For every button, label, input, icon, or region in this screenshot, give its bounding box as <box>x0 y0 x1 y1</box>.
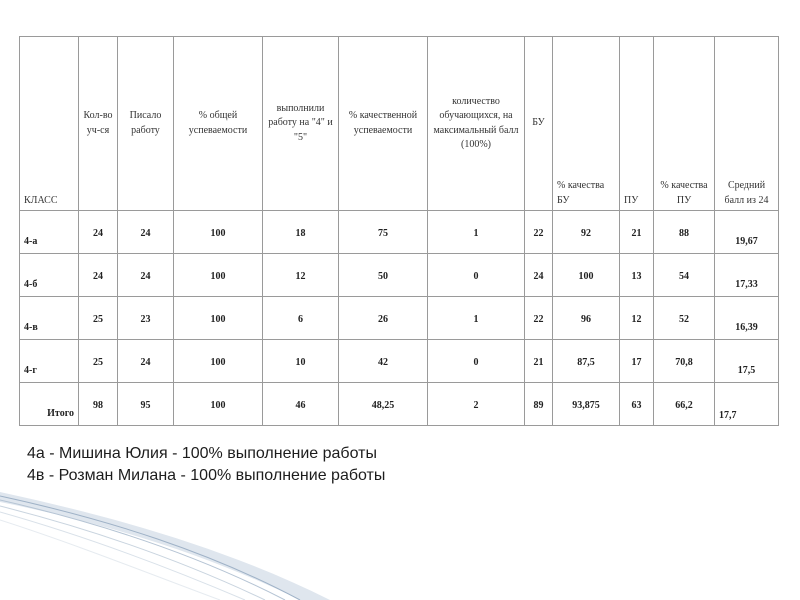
cell-average-score: 16,39 <box>715 297 779 340</box>
header-bu: БУ <box>525 37 553 211</box>
cell-grades-4-5: 10 <box>263 340 339 383</box>
cell-average-score: 17,5 <box>715 340 779 383</box>
cell-grades-4-5: 12 <box>263 254 339 297</box>
header-row <box>20 37 779 211</box>
cell-quality-bu: 87,5 <box>553 340 620 383</box>
note-line: 4в - Розман Милана - 100% выполнение работы <box>27 467 386 484</box>
cell-class: 4-в <box>20 297 79 340</box>
header-max-score-count: количество обучающихся, на максимальный балл (100%) <box>428 37 525 211</box>
cell-students-count: 25 <box>79 297 118 340</box>
cell-bu: 24 <box>525 254 553 297</box>
table-row <box>20 254 779 297</box>
cell-wrote-work: 95 <box>118 383 174 426</box>
cell-quality-bu: 92 <box>553 211 620 254</box>
cell-bu: 22 <box>525 211 553 254</box>
header-wrote-work: Писало работу <box>118 37 174 211</box>
table-row <box>20 211 779 254</box>
cell-max-score-count: 0 <box>428 254 525 297</box>
cell-quality-bu: 93,875 <box>553 383 620 426</box>
cell-grades-4-5: 6 <box>263 297 339 340</box>
cell-quality-success: 26 <box>339 297 428 340</box>
header-grades-4-5: выполнили работу на "4" и "5" <box>263 37 339 211</box>
cell-pu: 13 <box>620 254 654 297</box>
cell-overall-success: 100 <box>174 340 263 383</box>
table-row <box>20 340 779 383</box>
note-line: 4а - Мишина Юлия - 100% выполнение работы <box>27 445 377 462</box>
cell-quality-pu: 66,2 <box>654 383 715 426</box>
cell-average-score: 17,33 <box>715 254 779 297</box>
cell-quality-success: 48,25 <box>339 383 428 426</box>
cell-grades-4-5: 18 <box>263 211 339 254</box>
cell-quality-bu: 100 <box>553 254 620 297</box>
cell-class: 4-б <box>20 254 79 297</box>
cell-wrote-work: 24 <box>118 254 174 297</box>
table-row <box>20 297 779 340</box>
header-pu: ПУ <box>620 37 654 211</box>
header-average-score: Средний балл из 24 <box>715 37 779 211</box>
cell-max-score-count: 2 <box>428 383 525 426</box>
header-students-count: Кол-во уч-ся <box>79 37 118 211</box>
header-quality-pu: % качества ПУ <box>654 37 715 211</box>
cell-pu: 21 <box>620 211 654 254</box>
cell-overall-success: 100 <box>174 297 263 340</box>
cell-class: 4-а <box>20 211 79 254</box>
cell-students-count: 24 <box>79 254 118 297</box>
cell-quality-bu: 96 <box>553 297 620 340</box>
cell-pu: 12 <box>620 297 654 340</box>
cell-average-score: 17,7 <box>715 383 779 426</box>
header-quality-success: % качественной успеваемости <box>339 37 428 211</box>
notes <box>27 443 385 487</box>
header-quality-bu: % качества БУ <box>553 37 620 211</box>
header-overall-success: % общей успеваемости <box>174 37 263 211</box>
cell-wrote-work: 23 <box>118 297 174 340</box>
cell-quality-success: 42 <box>339 340 428 383</box>
cell-students-count: 25 <box>79 340 118 383</box>
cell-quality-pu: 52 <box>654 297 715 340</box>
cell-bu: 21 <box>525 340 553 383</box>
cell-overall-success: 100 <box>174 254 263 297</box>
cell-average-score: 19,67 <box>715 211 779 254</box>
cell-max-score-count: 1 <box>428 297 525 340</box>
cell-grades-4-5: 46 <box>263 383 339 426</box>
decorative-swoosh <box>0 490 800 600</box>
cell-bu: 89 <box>525 383 553 426</box>
cell-pu: 17 <box>620 340 654 383</box>
cell-class: 4-г <box>20 340 79 383</box>
cell-overall-success: 100 <box>174 383 263 426</box>
cell-students-count: 24 <box>79 211 118 254</box>
cell-bu: 22 <box>525 297 553 340</box>
cell-quality-pu: 88 <box>654 211 715 254</box>
cell-class: Итого <box>20 383 79 426</box>
cell-quality-pu: 70,8 <box>654 340 715 383</box>
table-row-total <box>20 383 779 426</box>
cell-quality-success: 75 <box>339 211 428 254</box>
cell-students-count: 98 <box>79 383 118 426</box>
cell-wrote-work: 24 <box>118 211 174 254</box>
cell-max-score-count: 1 <box>428 211 525 254</box>
cell-pu: 63 <box>620 383 654 426</box>
results-table <box>19 36 779 426</box>
cell-wrote-work: 24 <box>118 340 174 383</box>
cell-quality-success: 50 <box>339 254 428 297</box>
cell-overall-success: 100 <box>174 211 263 254</box>
cell-quality-pu: 54 <box>654 254 715 297</box>
cell-max-score-count: 0 <box>428 340 525 383</box>
header-class: КЛАСС <box>20 37 79 211</box>
